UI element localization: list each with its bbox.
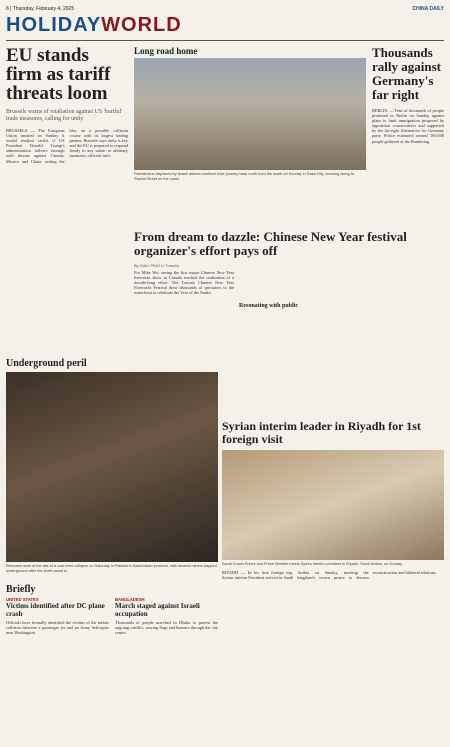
germany-body: BERLIN — Tens of thousands of people protested in Berlin on Sunday against plans to limit immigration proposed by opposition conservatives and supported by the far-right Alternative for Germany party. Police estimated around 160,000 people gathered at the Bundestag. xyxy=(372,108,444,144)
eu-story xyxy=(6,46,128,328)
newyear-body: For Mike Wu, seeing the first major Chinese New Year fireworks show in Canada reached the realization of a decade-long effort. The Toronto Chinese New Year Fireworks Festival drew thousands of spectators to the waterfront to celebrate the Year of the Snake. xyxy=(134,270,234,296)
brief-2-headline: March staged against Israeli occupation xyxy=(115,602,200,618)
underground-caption: Rescuers work at the site of a coal mine collapse on Saturday in Pakistan's Balochistan province, with several miners trapped underground after the shaft caved in. xyxy=(6,564,217,573)
brief-1-headline: Victims identified after DC plane crash xyxy=(6,602,105,618)
longroad-story xyxy=(134,46,366,181)
syria-body: RIYADH — In his first foreign trip, Syrian interim President arrived in Saudi Arabia on Sunday, meeting the kingdom's crown prince to discuss reconstruction and bilateral relations. xyxy=(222,569,437,580)
syria-caption: Saudi Crown Prince and Prime Minister meets Syria's interim president in Riyadh, Saudi Arabia, on Sunday. xyxy=(222,562,403,566)
newyear-byline: By XIAO PING in Toronto xyxy=(134,263,179,268)
publication-name: CHINA DAILY xyxy=(412,6,444,12)
syria-story xyxy=(222,420,444,735)
eu-headline: EU stands firm as tariff threats loom xyxy=(6,45,111,104)
germany-headline: Thousands rally against Germany's far right xyxy=(372,45,441,102)
briefly-section xyxy=(6,584,218,730)
syria-headline: Syrian interim leader in Riyadh for 1st foreign visit xyxy=(222,419,421,446)
gaza-return-photo xyxy=(134,58,366,170)
underground-headline: Underground peril xyxy=(6,358,87,369)
top-bar xyxy=(6,4,444,14)
newyear-story xyxy=(134,230,444,420)
brief-1-location: UNITED STATES xyxy=(6,597,39,602)
newyear-headline: From dream to dazzle: Chinese New Year festival organizer's effort pays off xyxy=(134,229,407,258)
brief-item-2 xyxy=(115,597,218,730)
brief-item-1 xyxy=(6,597,109,730)
section-masthead: HOLIDAYWORLD xyxy=(6,14,182,36)
riyadh-meeting-photo xyxy=(222,450,444,560)
brief-2-body: Thousands of people marched in Dhaka to protest the ongoing conflict, waving flags and banners through the city centre. xyxy=(115,620,218,636)
eu-deck: Brussels warns of retaliation against US 'hurtful' trade measures, calling for unity xyxy=(6,109,123,122)
briefly-title: Briefly xyxy=(6,584,36,595)
newyear-subhead: Resonating with public xyxy=(239,303,299,309)
longroad-headline: Long road home xyxy=(134,46,198,56)
masthead-rule xyxy=(6,40,444,41)
longroad-caption: Palestinians displaced by Israeli attacks continue their journey back north from the south on Sunday in Gaza City, crossing along Al-Rashid Street on the coast. xyxy=(134,172,356,181)
page-date: 6 | Thursday, February 4, 2025 xyxy=(6,6,75,12)
brief-2-location: BANGLADESH xyxy=(115,597,145,602)
brief-1-body: Officials have formally identified the victims of the midair collision between a passenger jet and an Army helicopter near Washington. xyxy=(6,620,109,636)
eu-body: BRUSSELS — The European Union insisted on Sunday it would readjust tariffs if US President Donald Trump's administration follows through with threats against Canada, Mexico and China, setting the bloc on a possible collision course with its largest trading partner. Brussels says unity is key and the EU is prepared to respond firmly to any unfair or arbitrary measures, officials said. xyxy=(6,128,128,164)
